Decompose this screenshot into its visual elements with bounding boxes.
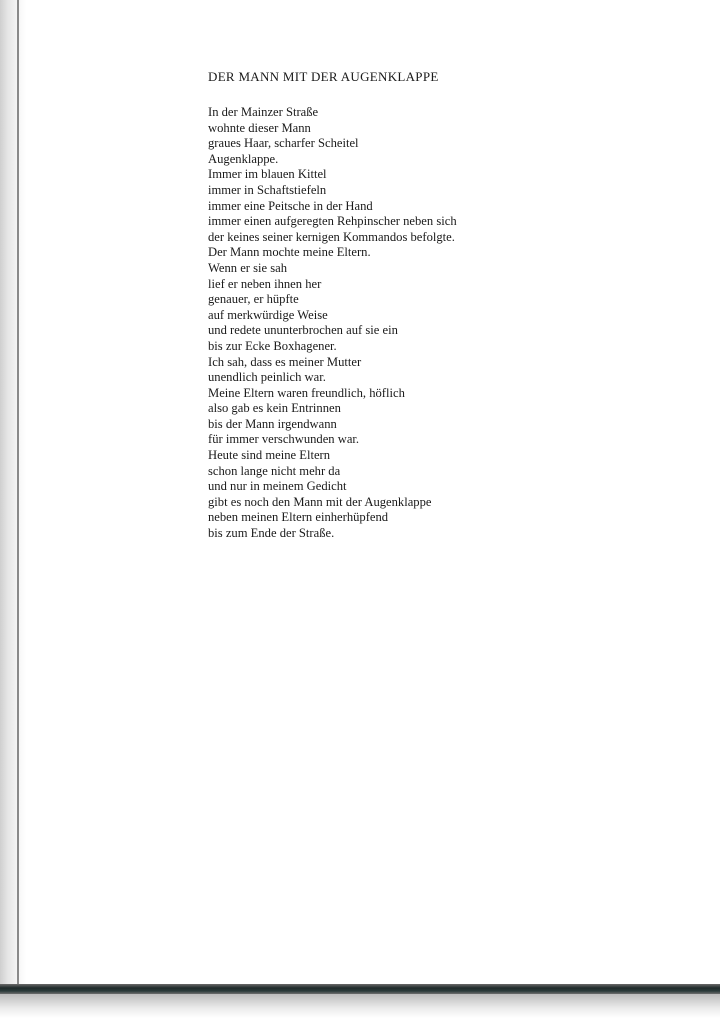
poem-line: der keines seiner kernigen Kommandos befolgte. [208,229,455,244]
book-spine-line [17,0,19,990]
poem-line: Meine Eltern waren freundlich, höflich [208,385,405,400]
poem-line: immer in Schaftstiefeln [208,182,327,197]
poem-line: Ich sah, dass es meiner Mutter [208,354,362,369]
poem-line: bis zum Ende der Straße. [208,526,335,541]
poem-line: genauer, er hüpfte [208,292,299,307]
poem-line: bis zur Ecke Boxhagener. [208,338,337,353]
poem-line: Immer im blauen Kittel [208,167,327,182]
poem-line: neben meinen Eltern einherhüpfend [208,510,389,525]
page-gutter-shadow [0,0,26,990]
poem-lines [208,105,678,542]
poem-title: DER MANN MIT DER AUGENKLAPPE [208,69,439,84]
poem-line: immer eine Peitsche in der Hand [208,198,373,213]
poem-line: gibt es noch den Mann mit der Augenklappe [208,494,432,509]
poem-line: Heute sind meine Eltern [208,448,331,463]
page-bottom-edge [0,984,720,994]
poem-line: graues Haar, scharfer Scheitel [208,136,359,151]
poem-line: immer einen aufgeregten Rehpinscher neben sich [208,214,457,229]
poem-line: In der Mainzer Straße [208,105,319,119]
poem [208,69,678,542]
poem-line: und nur in meinem Gedicht [208,479,347,494]
poem-line: wohnte dieser Mann [208,120,311,135]
poem-line: unendlich peinlich war. [208,370,326,385]
poem-line: Der Mann mochte meine Eltern. [208,245,371,260]
page-bottom-fade [0,994,720,1018]
poem-line: Augenklappe. [208,151,279,166]
poem-line: für immer verschwunden war. [208,432,360,447]
poem-line: schon lange nicht mehr da [208,463,341,478]
poem-line: also gab es kein Entrinnen [208,401,341,416]
poem-line: bis der Mann irgendwann [208,416,337,431]
poem-line: auf merkwürdige Weise [208,307,328,322]
poem-line: und redete ununterbrochen auf sie ein [208,323,398,338]
poem-line: Wenn er sie sah [208,260,288,275]
poem-line: lief er neben ihnen her [208,276,322,291]
